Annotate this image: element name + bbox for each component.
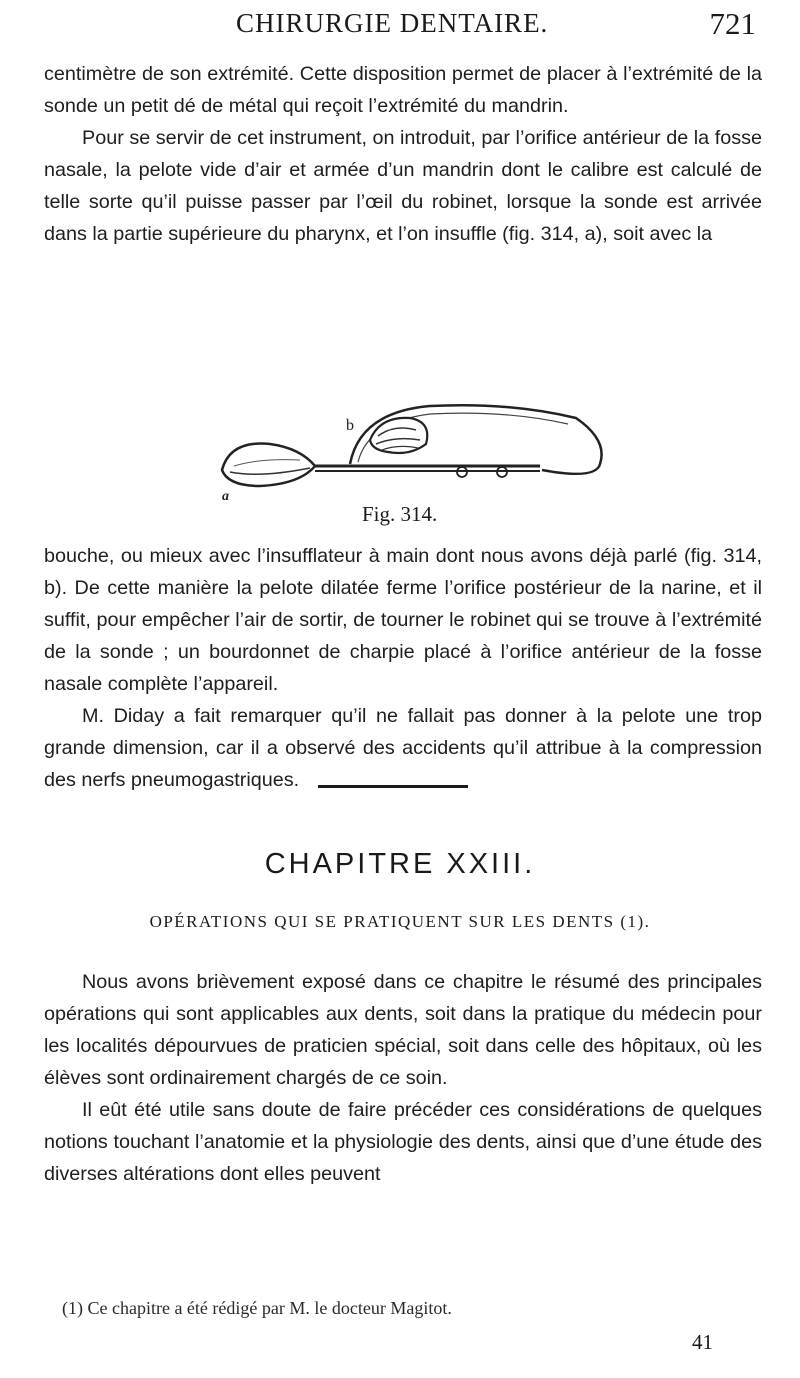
signature-mark: 41 (692, 1330, 713, 1354)
footnote: (1) Ce chapitre a été rédigé par M. le docteur Magitot. (62, 1298, 452, 1318)
figure-label-b: b (346, 417, 354, 434)
page-number: 721 (709, 6, 756, 41)
paragraph-diday: M. Diday a fait remarquer qu’il ne fallait pas donner à la pelote une trop grande dimension, car il a observé des accidents qu’il attribue à la compression des nerfs pneumogastriques. (44, 705, 762, 791)
paragraph-instrument-use: Pour se servir de cet instrument, on introduit, par l’orifice antérieur de la fosse nasale, la pelote vide d’air et armée d’un mandrin dont le calibre est calculé de telle sorte qu’il puisse passer par l’œil du robinet, lorsque la sonde est arrivée dans la partie supérieure du pharynx, et l’on insuffle (fig. 314, a), soit avec la (44, 127, 762, 245)
figure-caption: Fig. 314. (362, 502, 438, 526)
chapter-title: CHAPITRE XXIII. (264, 848, 536, 880)
figure-314 (110, 400, 710, 530)
chapter-subtitle: OPÉRATIONS QUI SE PRATIQUENT SUR LES DENTS (1). (149, 912, 651, 931)
paragraph-continuation: centimètre de son extrémité. Cette disposition permet de placer à l’extrémité de la sonde un petit dé de métal qui reçoit l’extrémité du mandrin. (44, 63, 762, 117)
figure-label-a: a (222, 489, 229, 500)
running-head (236, 8, 756, 48)
text-block-middle (44, 540, 762, 796)
paragraph-notions: Il eût été utile sans doute de faire précéder ces considérations de quelques notions touchant l’anatomie et la physiologie des dents, ainsi que d’une étude des diverses altérations dont elles peuvent (44, 1099, 762, 1185)
text-block-bottom (44, 966, 762, 1190)
paragraph-resume: Nous avons brièvement exposé dans ce chapitre le résumé des principales opérations qui sont applicables aux dents, soit dans la pratique du médecin pour les localités dépourvues de praticien spécial, soit dans celle des hôpitaux, où les élèves sont ordinairement chargés de ce soin. (44, 971, 762, 1089)
running-title: CHIRURGIE DENTAIRE. (236, 8, 549, 38)
sonde-illustration (110, 400, 710, 500)
paragraph-insufflateur: bouche, ou mieux avec l’insufflateur à main dont nous avons déjà parlé (fig. 314, b). De cette manière la pelote dilatée ferme l’orifice postérieur de la narine, et il suffit, pour empêcher l’air de sortir, de tourner le robinet qui se trouve à l’extrémité de la sonde ; un bourdonnet de charpie placé à l’orifice antérieur de la fosse nasale complète l’appareil. (44, 545, 762, 695)
section-divider (318, 785, 468, 788)
text-block-top (44, 58, 762, 250)
